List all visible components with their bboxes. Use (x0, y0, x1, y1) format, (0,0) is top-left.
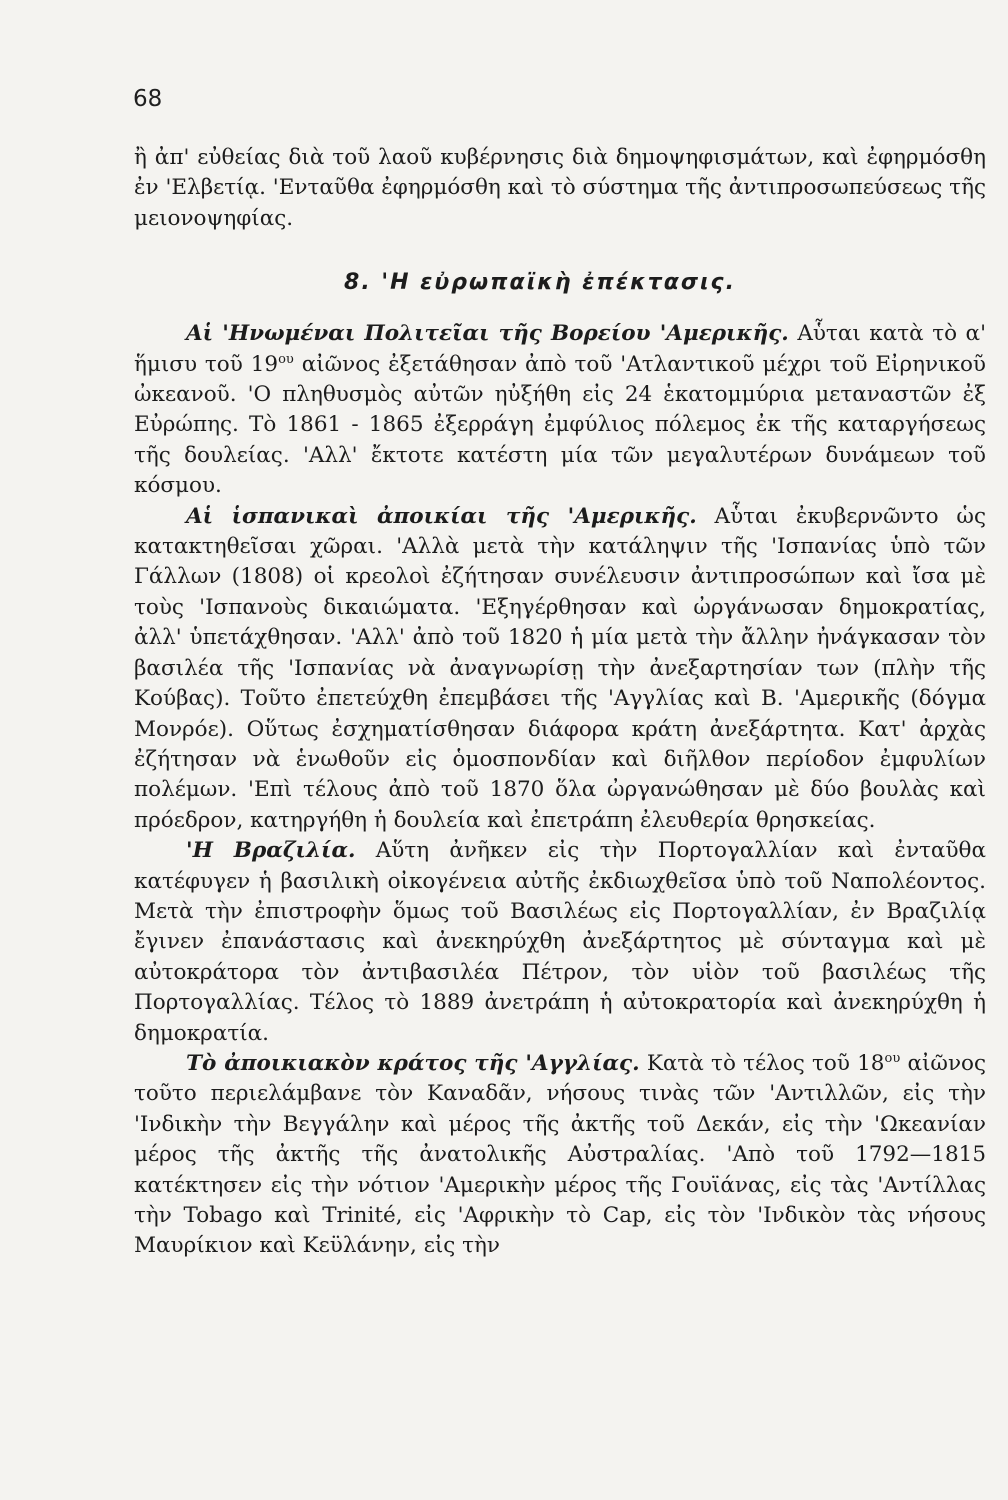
text-brazil: Αὕτη ἀνῆκεν εἰς τὴν Πορτογαλλίαν καὶ ἐνταῦθα κατέφυγεν ἡ βασιλικὴ οἰκογένεια αὐτῆς ἐκδιωχθεῖσα ὑπὸ τοῦ Ναπολέοντος. Μετὰ τὴν ἐπιστροφὴν ὅμως τοῦ Βασιλέως εἰς Πορτογαλλίαν, ἐν Βραζιλίᾳ ἔγινεν ἐπανάστασις καὶ ἀνεκηρύχθη ἀνεξάρτητος μὲ σύνταγμα καὶ μὲ αὐτοκράτορα τὸν ἀντιβασιλέα Πέτρον, τὸν υἱὸν τοῦ βασιλέως τῆς Πορτογαλλίας. Τέλος τὸ 1889 ἀνετράπη ἡ αὐτοκρατορία καὶ ἀνεκηρύχθη ἡ δημοκρατία. (134, 838, 986, 1046)
section-heading: 8. 'Η εὐρωπαϊκὴ ἐπέκτασις. (344, 270, 736, 296)
text-spanish-colonies: Αὗται ἐκυβερνῶντο ὡς κατακτηθεῖσαι χῶραι. 'Αλλὰ μετὰ τὴν κατάληψιν τῆς 'Ισπανίας ὑπὸ τῶν Γάλλων (1808) οἱ κρεολοὶ ἐζήτησαν συνέλευσιν ἀντιπροσώπων καὶ ἴσα μὲ τοὺς 'Ισπανοὺς δικαιώματα. 'Εξηγέρθησαν καὶ ὠργάνωσαν δημοκρατίας, ἀλλ' ὑπετάχθησαν. 'Αλλ' ἀπὸ τοῦ 1820 ἡ μία μετὰ τὴν ἄλλην ἠνάγκασαν τὸν βασιλέα τῆς 'Ισπανίας νὰ ἀναγνωρίσῃ τὴν ἀνεξαρτησίαν των (πλὴν τῆς Κούβας). Τοῦτο ἐπετεύχθη ἐπεμβάσει τῆς 'Αγγλίας καὶ Β. 'Αμερικῆς (δόγμα Μονρόε). Οὕτως ἐσχηματίσθησαν διάφορα κράτη ἀνεξάρτητα. Κατ' ἀρχὰς ἐζήτησαν νὰ ἑνωθοῦν εἰς ὁμοσπονδίαν καὶ διῆλθον περίοδον ἐμφυλίων πολέμων. 'Επὶ τέλους ἀπὸ τοῦ 1870 ὅλα ὠργανώθησαν μὲ δύο βουλὰς καὶ πρόεδρον, κατηργήθη ἡ δουλεία καὶ ἐπετράπη ἐλευθερία θρησκείας. (134, 503, 986, 833)
superscript-ordinal: ου (278, 351, 294, 367)
lead-brazil: 'Η Βραζιλία. (186, 838, 356, 864)
paragraph-brazil (134, 836, 986, 1049)
intro-paragraph: ἢ ἀπ' εὐθείας διὰ τοῦ λαοῦ κυβέρνησις διὰ δημοψηφισμάτων, καὶ ἐφηρμόσθη ἐν 'Ελβετίᾳ. 'Ενταῦθα ἐφηρμόσθη καὶ τὸ σύστημα τῆς ἀντιπροσωπεύσεως τῆς μειονοψηφίας. (134, 145, 986, 231)
text-english-colonies-b: αἰῶνος τοῦτο περιελάμβανε τὸν Καναδᾶν, νήσους τινὰς τῶν 'Αντιλλῶν, εἰς τὴν 'Ινδικὴν τὴν Βεγγάλην καὶ μέρος τῆς ἀκτῆς τοῦ Δεκάν, εἰς τὴν 'Ωκεανίαν μέρος τῆς ἀκτῆς τῆς ἀνατολικῆς Αὐστραλίας. 'Απὸ τοῦ 1792—1815 κατέκτησεν εἰς τὴν νότιον 'Αμερικὴν μέρος τῆς Γουϊάνας, εἰς τὰς 'Αντίλλας τὴν Tobago καὶ Trinité, εἰς 'Αφρικὴν τὸ Cap, εἰς τὸν 'Ινδικὸν τὰς νήσους Μαυρίκιον καὶ Κεϋλάνην, εἰς τὴν (134, 1050, 986, 1259)
paragraph-english-colonies (134, 1049, 986, 1262)
page-number: 68 (133, 86, 163, 112)
lead-english-colonies: Τὸ ἀποικιακὸν κράτος τῆς 'Αγγλίας. (186, 1050, 640, 1076)
page-text (134, 143, 986, 1262)
paragraph-spanish-colonies (134, 502, 986, 836)
text-north-america-a: Αὗται κατὰ τὸ α' ἥμισυ τοῦ 19 (134, 321, 986, 377)
paragraph-north-america (134, 319, 986, 501)
text-north-america-b: αἰῶνος ἐξετάθησαν ἀπὸ τοῦ 'Ατλαντικοῦ μέχρι τοῦ Εἰρηνικοῦ ὠκεανοῦ. 'Ο πληθυσμὸς αὐτῶν ηὐξήθη εἰς 24 ἑκατομμύρια μεταναστῶν ἐξ Εὐρώπης. Τὸ 1861 - 1865 ἐξερράγη ἐμφύλιος πόλεμος ἐκ τῆς καταργήσεως τῆς δουλείας. 'Αλλ' ἔκτοτε κατέστη μία τῶν μεγαλυτέρων δυνάμεων τοῦ κόσμου. (134, 351, 986, 499)
superscript-ordinal-2: ου (884, 1050, 901, 1066)
lead-north-america: Αἱ 'Ηνωμέναι Πολιτεῖαι τῆς Βορείου 'Αμερικῆς. (186, 321, 789, 347)
text-english-colonies-a: Κατὰ τὸ τέλος τοῦ 18 (639, 1050, 885, 1076)
lead-spanish-colonies: Αἱ ἱσπανικαὶ ἀποικίαι τῆς 'Αμερικῆς. (186, 503, 697, 529)
